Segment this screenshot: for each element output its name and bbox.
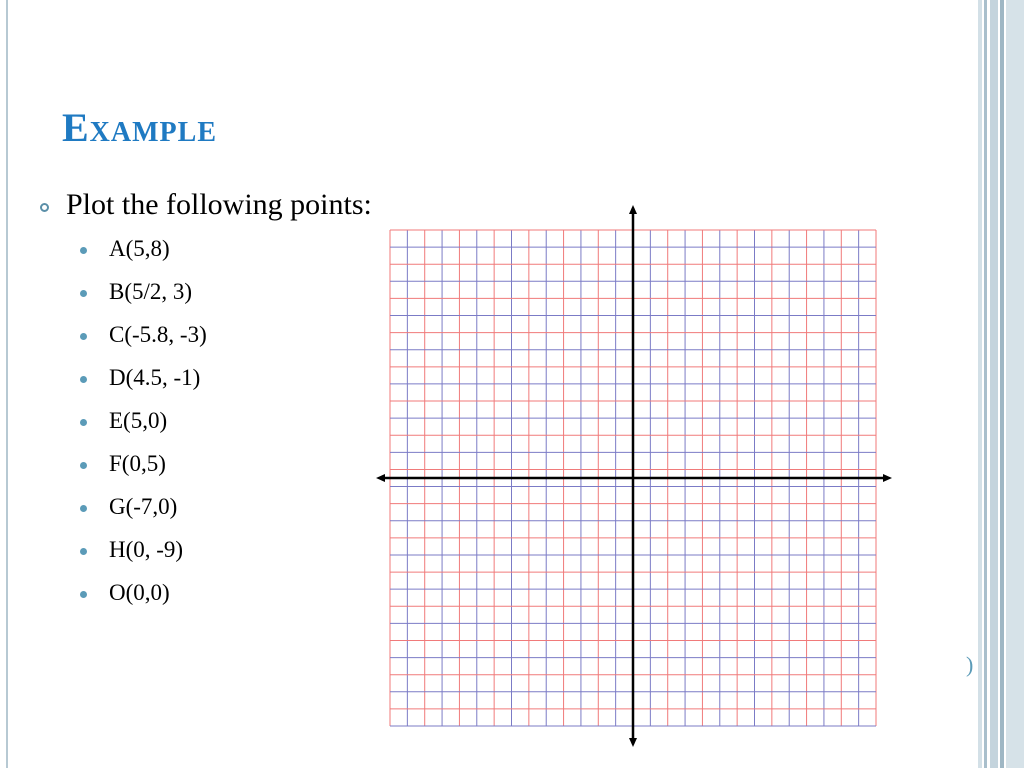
dot-bullet-icon	[80, 419, 87, 426]
y-axis-up-arrow-icon	[629, 205, 637, 214]
x-axis-left-arrow-icon	[376, 474, 385, 482]
dot-bullet-icon	[80, 591, 87, 598]
frame-right-border	[978, 0, 1024, 768]
corner-mark: )	[966, 652, 974, 677]
x-axis-right-arrow-icon	[883, 474, 892, 482]
dot-bullet-icon	[80, 505, 87, 512]
coordinate-grid	[374, 204, 894, 748]
dot-bullet-icon	[80, 462, 87, 469]
frame-left-line	[6, 0, 8, 768]
y-axis-down-arrow-icon	[629, 738, 637, 747]
dot-bullet-icon	[80, 548, 87, 555]
instruction-text: Plot the following points:	[66, 188, 372, 221]
dot-bullet-icon	[80, 333, 87, 340]
dot-bullet-icon	[80, 290, 87, 297]
circle-bullet-icon	[40, 203, 49, 212]
dot-bullet-icon	[80, 247, 87, 254]
slide-title: Example	[62, 105, 218, 150]
dot-bullet-icon	[80, 376, 87, 383]
